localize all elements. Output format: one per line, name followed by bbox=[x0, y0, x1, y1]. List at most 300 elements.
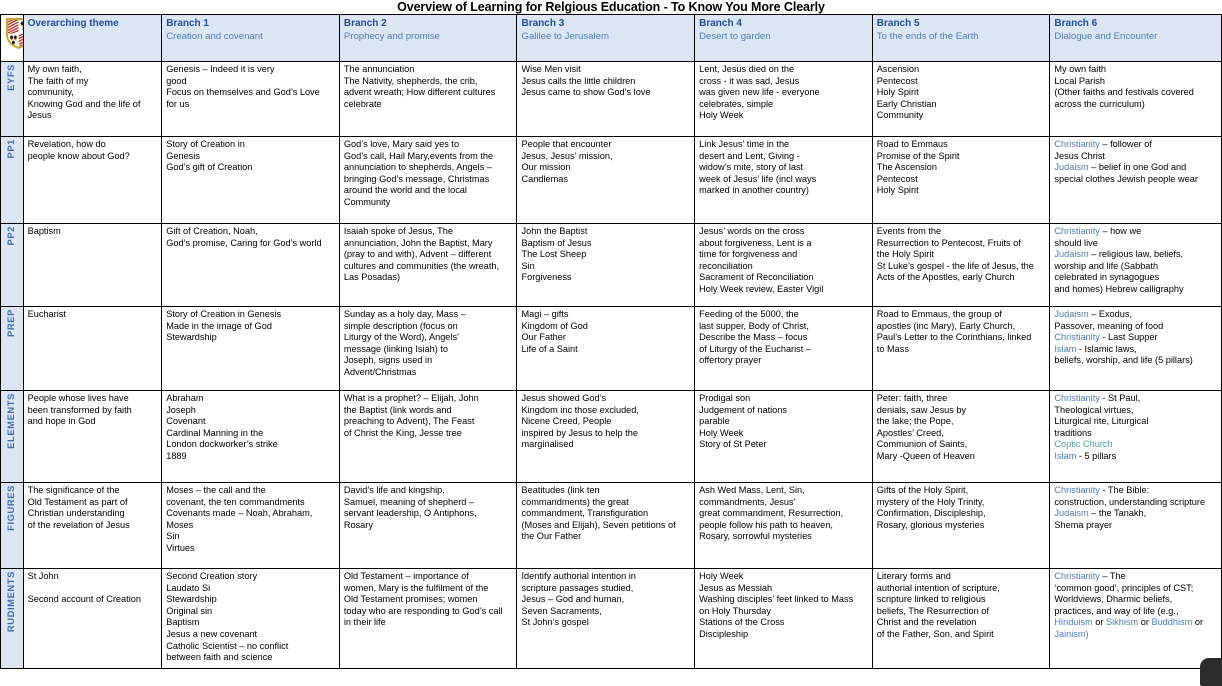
cell-line: Mary -Queen of Heaven bbox=[876, 450, 975, 461]
cell-line: What is a prophet? – Elijah, John bbox=[343, 393, 479, 403]
cell-line: Story of Creation in Genesis bbox=[166, 309, 282, 319]
religion-term: Buddhism bbox=[1151, 617, 1193, 628]
cell-line: Kingdom inc those excluded, bbox=[521, 404, 639, 415]
branch-5-title: Branch 5 bbox=[876, 18, 920, 29]
cell-line: Discipleship bbox=[699, 628, 749, 639]
cell-line bbox=[1054, 162, 1218, 174]
cell-line: denials, saw Jesus by bbox=[876, 404, 967, 415]
cell-text: celebrated in synagogues bbox=[1054, 272, 1160, 283]
cell-text: or bbox=[1092, 617, 1106, 628]
cell-line bbox=[1054, 416, 1218, 428]
cell-line bbox=[28, 583, 159, 595]
cell-branch-3 bbox=[517, 137, 695, 224]
cell-branch-2 bbox=[339, 483, 517, 569]
stage-label-pp2 bbox=[1, 224, 24, 307]
cell-line: The faith of my bbox=[27, 75, 89, 86]
cell-line: was given new life - everyone bbox=[699, 87, 820, 98]
stage-label-text: PP2 bbox=[5, 226, 16, 246]
cell-text: special clothes Jewish people wear bbox=[1054, 173, 1198, 184]
cell-text: should live bbox=[1054, 237, 1098, 248]
cell-line bbox=[1054, 238, 1218, 250]
cell-line: The Lost Sheep bbox=[521, 249, 587, 260]
cell-text: practices, and way of life (e.g., bbox=[1054, 605, 1179, 616]
table-row bbox=[1, 137, 1222, 224]
cell-branch-4 bbox=[695, 569, 873, 669]
cell-line: Stewardship bbox=[166, 594, 217, 605]
branch-1-title: Branch 1 bbox=[166, 18, 209, 29]
cell-line: Genesis bbox=[166, 150, 200, 161]
cell-line: Sunday as a holy day, Mass – bbox=[343, 309, 466, 319]
cell-line: Candlemas bbox=[521, 173, 568, 184]
cell-line: God’s call, Hail Mary,events from the bbox=[343, 150, 494, 161]
cell-branch-4 bbox=[695, 224, 873, 307]
branch-6-title: Branch 6 bbox=[1054, 18, 1098, 29]
cell-line bbox=[1054, 405, 1218, 417]
cell-text: across the curriculum) bbox=[1054, 98, 1145, 109]
cell-line: scripture linked to religious bbox=[876, 594, 986, 605]
cell-line: Jesus a new covenant bbox=[166, 628, 258, 639]
cell-line: The Nativity, shepherds, the crib, bbox=[343, 75, 478, 86]
cell-line: Communion of Saints, bbox=[876, 439, 968, 450]
cell-branch-6 bbox=[1050, 483, 1222, 569]
cell-text: – follower of bbox=[1099, 139, 1152, 149]
cell-overarching-theme bbox=[23, 483, 162, 569]
school-crest-icon bbox=[5, 17, 23, 49]
cell-line: Our Father bbox=[521, 332, 566, 343]
cell-line: week of Jesus’ life (incl ways bbox=[699, 173, 817, 184]
cell-line bbox=[1054, 451, 1218, 463]
table-body bbox=[1, 62, 1222, 669]
cell-line: Las Posadas) bbox=[343, 272, 401, 283]
cell-branch-5 bbox=[872, 483, 1050, 569]
religion-term: Sikhism bbox=[1105, 617, 1139, 628]
branch-6-subtitle: Dialogue and Encounter bbox=[1054, 31, 1158, 42]
cell-line: 1889 bbox=[166, 450, 187, 461]
cell-line: beliefs, The Resurrection of bbox=[876, 605, 989, 616]
religion-term: Judaism bbox=[1054, 508, 1089, 519]
cell-line: My own faith, bbox=[27, 64, 82, 74]
cell-line: God’s gift of Creation bbox=[166, 162, 253, 173]
religion-term: Christianity bbox=[1054, 485, 1100, 495]
cell-line: marked in another country) bbox=[699, 185, 809, 196]
cell-line: Gift of Creation, Noah, bbox=[166, 226, 258, 236]
cell-line: of the Father, Son, and Spirit bbox=[876, 628, 994, 639]
cell-line: Made in the image of God bbox=[166, 320, 272, 331]
cell-line: offertory prayer bbox=[699, 355, 762, 366]
cell-line: around the world and the local bbox=[343, 185, 467, 196]
cell-line: St John’s gospel bbox=[521, 617, 589, 628]
header-branch-5 bbox=[872, 15, 1050, 62]
cell-text: – belief in one God and bbox=[1088, 162, 1187, 173]
cell-line: to Mass bbox=[876, 343, 909, 354]
religion-term: Christianity bbox=[1054, 139, 1100, 149]
cell-line bbox=[1054, 520, 1218, 532]
cell-text: - 5 pillars bbox=[1076, 450, 1117, 461]
cell-line: Link Jesus’ time in the bbox=[699, 139, 790, 149]
cell-line: John the Baptist bbox=[521, 226, 588, 236]
cell-line: Isaiah spoke of Jesus, The bbox=[343, 226, 453, 236]
cell-line bbox=[1054, 87, 1218, 99]
cell-line: David’s life and kingship, bbox=[343, 485, 445, 495]
cell-line: scripture passages studied, bbox=[521, 582, 634, 593]
cell-line: mystery of the Holy Trinity, bbox=[876, 496, 985, 507]
cell-line: Focus on themselves and God’s Love bbox=[166, 87, 320, 98]
cell-overarching-theme bbox=[23, 62, 162, 137]
cell-line: Resurrection to Pentecost, Fruits of bbox=[876, 237, 1021, 248]
cell-line bbox=[1054, 76, 1218, 88]
cell-line: Genesis – Indeed it is very bbox=[166, 64, 275, 74]
cell-branch-6 bbox=[1050, 307, 1222, 391]
cell-line: Covenant bbox=[166, 416, 206, 427]
cell-branch-5 bbox=[872, 391, 1050, 483]
cell-line: for us bbox=[166, 98, 190, 109]
stage-label-rudiments bbox=[1, 569, 24, 669]
cell-line: the Holy Spirit bbox=[876, 249, 934, 260]
cell-line: the lake; the Pope, bbox=[876, 416, 954, 427]
cell-branch-5 bbox=[872, 62, 1050, 137]
cell-line: in their life bbox=[343, 617, 386, 628]
header-branch-1 bbox=[162, 15, 340, 62]
cell-branch-4 bbox=[695, 62, 873, 137]
cell-line: Events from the bbox=[876, 226, 942, 236]
cell-line: Life of a Saint bbox=[521, 343, 578, 354]
cell-line: God’s promise, Caring for God’s world bbox=[166, 237, 322, 248]
cell-line: Feeding of the 5000, the bbox=[699, 309, 799, 319]
religion-term: Islam bbox=[1054, 450, 1077, 461]
cell-line: The significance of the bbox=[27, 485, 120, 495]
stage-label-text: RUDIMENTS bbox=[5, 571, 16, 633]
cell-line: St Luke’s gospel - the life of Jesus, the bbox=[876, 260, 1034, 271]
cell-line: Our mission bbox=[521, 162, 571, 173]
cell-line: and hope in God bbox=[27, 416, 96, 427]
page-title: Overview of Learning for Relgious Education - To Know You More Clearly bbox=[397, 0, 825, 14]
cell-line: People whose lives have bbox=[27, 393, 129, 403]
cell-text: Passover, meaning of food bbox=[1054, 320, 1164, 331]
cell-line: people follow his path to heaven, bbox=[699, 519, 833, 530]
cell-branch-3 bbox=[517, 391, 695, 483]
cell-line: Old Testament – importance of bbox=[343, 571, 469, 581]
cell-branch-1 bbox=[162, 569, 340, 669]
cell-line: Moses bbox=[166, 519, 194, 530]
religion-term: Judaism bbox=[1054, 162, 1089, 173]
cell-line: Jesus’ words on the cross bbox=[699, 226, 805, 236]
cell-line: inspired by Jesus to help the bbox=[521, 427, 638, 438]
cell-line bbox=[1054, 99, 1218, 111]
header-branch-2 bbox=[339, 15, 517, 62]
cell-line: of the revelation of Jesus bbox=[27, 519, 130, 530]
cell-line: Judgement of nations bbox=[699, 404, 787, 415]
cell-line bbox=[1054, 64, 1218, 76]
cell-line: Second account of Creation bbox=[27, 594, 141, 605]
cell-line: Jesus as Messiah bbox=[699, 582, 773, 593]
cell-branch-1 bbox=[162, 62, 340, 137]
cell-line: Gifts of the Holy Spirit, bbox=[876, 485, 969, 495]
table-row bbox=[1, 62, 1222, 137]
cell-line bbox=[1054, 355, 1218, 367]
cell-line: been transformed by faith bbox=[27, 404, 132, 415]
cell-line: Rosary, glorious mysteries bbox=[876, 519, 985, 530]
religion-term: Judaism bbox=[1054, 249, 1089, 260]
cell-branch-3 bbox=[517, 569, 695, 669]
cell-line: Holy Spirit bbox=[876, 185, 919, 196]
cell-line bbox=[1054, 174, 1218, 186]
header-theme-label: Overarching theme bbox=[27, 18, 119, 29]
cell-line: (pray to and with), Advent – different bbox=[343, 249, 492, 260]
cell-line: Advent/Christmas bbox=[343, 366, 417, 377]
cell-branch-5 bbox=[872, 137, 1050, 224]
cell-line: people know about God? bbox=[27, 150, 130, 161]
cell-line: covenant, the ten commandments bbox=[166, 496, 305, 507]
cell-line bbox=[1054, 309, 1218, 321]
cell-line: Pentecost bbox=[876, 173, 918, 184]
cell-line: the Baptist (link words and bbox=[343, 404, 452, 415]
cell-branch-4 bbox=[695, 483, 873, 569]
cell-line bbox=[1054, 485, 1218, 497]
cell-line: Catholic Scientist – no conflict bbox=[166, 640, 289, 651]
cell-line: Paul’s Letter to the Corinthians, linked bbox=[876, 332, 1032, 343]
cell-line bbox=[1054, 393, 1218, 405]
cell-line: advent wreath; How different cultures bbox=[343, 87, 496, 98]
cell-line: The annunciation bbox=[343, 64, 415, 74]
cell-text: – how we bbox=[1099, 226, 1142, 236]
cell-line: Baptism of Jesus bbox=[521, 237, 592, 248]
cell-branch-4 bbox=[695, 307, 873, 391]
cell-line bbox=[1054, 439, 1218, 451]
cell-line: celebrates, simple bbox=[699, 98, 774, 109]
cell-branch-4 bbox=[695, 137, 873, 224]
cell-text: – The bbox=[1099, 571, 1126, 581]
cell-line: Covenants made – Noah, Abraham, bbox=[166, 508, 313, 519]
cell-line: women, Mary is the fulfilment of the bbox=[343, 582, 489, 593]
branch-2-subtitle: Prophecy and promise bbox=[343, 31, 440, 42]
cell-line: Confirmation, Discipleship, bbox=[876, 508, 986, 519]
stage-label-eyfs bbox=[1, 62, 24, 137]
cell-branch-4 bbox=[695, 391, 873, 483]
cell-branch-3 bbox=[517, 62, 695, 137]
cell-line bbox=[1054, 249, 1218, 261]
cell-line: Cardinal Manning in the bbox=[166, 427, 264, 438]
religion-term: Judaism bbox=[1054, 309, 1089, 319]
cell-line: Jesus calls the little children bbox=[521, 75, 636, 86]
cell-line: Wise Men visit bbox=[521, 64, 581, 74]
cell-line: time for forgiveness and bbox=[699, 249, 798, 260]
cell-line: message (linking Isiah) to bbox=[343, 343, 449, 354]
cell-line: Stations of the Cross bbox=[699, 617, 785, 628]
cell-branch-1 bbox=[162, 483, 340, 569]
table-row bbox=[1, 391, 1222, 483]
cell-line: desert and Lent, Giving - bbox=[699, 150, 800, 161]
cell-branch-6 bbox=[1050, 137, 1222, 224]
cell-text: Theological virtues, bbox=[1054, 404, 1134, 415]
cell-line: Story of Creation in bbox=[166, 139, 245, 149]
cell-overarching-theme bbox=[23, 391, 162, 483]
screen-corner-artifact bbox=[1200, 658, 1222, 686]
cell-branch-2 bbox=[339, 137, 517, 224]
cell-overarching-theme bbox=[23, 569, 162, 669]
religion-term: Islam bbox=[1054, 343, 1077, 354]
cell-line: Joseph bbox=[166, 404, 196, 415]
cell-text: My own faith bbox=[1054, 64, 1106, 74]
cell-text: worship and life (Sabbath bbox=[1054, 260, 1159, 271]
cell-line: servant leadership, O Antiphons, bbox=[343, 508, 477, 519]
branch-4-subtitle: Desert to garden bbox=[699, 31, 771, 42]
religion-term: Coptic Church bbox=[1054, 439, 1113, 450]
cell-line: preaching to Advent), The Feast bbox=[343, 416, 475, 427]
cell-line: between faith and science bbox=[166, 652, 273, 663]
cell-line: Magi – gifts bbox=[521, 309, 569, 319]
cell-line: reconciliation bbox=[699, 260, 753, 271]
cell-line: marginalised bbox=[521, 439, 574, 450]
cell-line: Original sin bbox=[166, 605, 213, 616]
cell-line: Road to Emmaus bbox=[876, 139, 948, 149]
cell-line: commandments, Jesus’ bbox=[699, 496, 796, 507]
cell-line: Beatitudes (link ten bbox=[521, 485, 600, 495]
cell-line: Road to Emmaus, the group of bbox=[876, 309, 1002, 319]
cell-text: beliefs, worship, and life (5 pillars) bbox=[1054, 355, 1193, 366]
cell-line bbox=[1054, 606, 1218, 618]
header-overarching-theme bbox=[23, 15, 162, 62]
cell-text: or bbox=[1138, 617, 1152, 628]
table-row bbox=[1, 224, 1222, 307]
cell-line bbox=[1054, 508, 1218, 520]
cell-line bbox=[1054, 272, 1218, 284]
cell-line: commandments) the great bbox=[521, 496, 629, 507]
cell-line: Community bbox=[343, 196, 391, 207]
stage-label-figures bbox=[1, 483, 24, 569]
cell-line bbox=[1054, 571, 1218, 583]
cell-line: good bbox=[166, 75, 187, 86]
cell-text: traditions bbox=[1054, 427, 1092, 438]
cell-line: Forgiveness bbox=[521, 272, 572, 283]
cell-line: Describe the Mass – focus bbox=[699, 332, 808, 343]
cell-line: Jesus bbox=[27, 110, 52, 121]
cell-branch-2 bbox=[339, 307, 517, 391]
cell-line: Old Testament promises; women bbox=[343, 594, 478, 605]
cell-branch-2 bbox=[339, 391, 517, 483]
cell-line: apostles (inc Mary), Early Church, bbox=[876, 320, 1016, 331]
cell-branch-1 bbox=[162, 391, 340, 483]
cell-line: parable bbox=[699, 416, 730, 427]
branch-3-subtitle: Galilee to Jerusalem bbox=[521, 31, 609, 42]
cell-line bbox=[1054, 594, 1218, 606]
branch-4-title: Branch 4 bbox=[699, 18, 742, 29]
cell-line: Revelation, how do bbox=[27, 139, 106, 149]
cell-line: Acts of the Apostles, early Church bbox=[876, 272, 1015, 283]
cell-line: of Christ the King, Jesse tree bbox=[343, 427, 462, 438]
stage-label-text: PREP bbox=[5, 309, 16, 337]
religion-term: Hinduism bbox=[1054, 617, 1093, 628]
cell-line: Holy Spirit bbox=[876, 87, 919, 98]
cell-line: Washing disciples’ feet linked to Mass bbox=[699, 594, 854, 605]
cell-line: Stewardship bbox=[166, 332, 217, 343]
cell-line: Ascension bbox=[876, 64, 920, 74]
cell-line: commandment, Transfiguration bbox=[521, 508, 649, 519]
religion-term: Christianity bbox=[1054, 226, 1100, 236]
cell-line bbox=[1054, 139, 1218, 151]
header-branch-6 bbox=[1050, 15, 1222, 62]
cell-text: (Other faiths and festivals covered bbox=[1054, 87, 1194, 98]
cell-line: Nicene Creed, People bbox=[521, 416, 612, 427]
cell-line: Prodigal son bbox=[699, 393, 751, 403]
cell-overarching-theme bbox=[23, 224, 162, 307]
cell-line: Holy Week bbox=[699, 427, 744, 438]
stage-label-pp1 bbox=[1, 137, 24, 224]
cell-line: People that encounter bbox=[521, 139, 612, 149]
cell-text: Jesus Christ bbox=[1054, 150, 1105, 161]
cell-branch-6 bbox=[1050, 569, 1222, 669]
cell-text: Local Parish bbox=[1054, 75, 1105, 86]
cell-text: – religious law, beliefs, bbox=[1088, 249, 1184, 260]
cell-line: Community bbox=[876, 110, 924, 121]
cell-line: Knowing God and the life of bbox=[27, 98, 141, 109]
cell-line: about forgiveness, Lent is a bbox=[699, 237, 812, 248]
cell-text: - Last Supper bbox=[1099, 332, 1158, 343]
cell-line: the Our Father bbox=[521, 531, 582, 542]
stage-label-text: EYFS bbox=[5, 64, 16, 91]
cell-line bbox=[1054, 344, 1218, 356]
cell-line: Abraham bbox=[166, 393, 204, 403]
cell-line bbox=[1054, 226, 1218, 238]
cell-branch-5 bbox=[872, 569, 1050, 669]
cell-branch-6 bbox=[1050, 62, 1222, 137]
religion-term: Christianity bbox=[1054, 393, 1100, 403]
branch-3-title: Branch 3 bbox=[521, 18, 565, 29]
cell-line bbox=[1054, 261, 1218, 273]
cell-line: great commandment, Resurrection, bbox=[699, 508, 844, 519]
cell-line: today who are responding to God’s call bbox=[343, 605, 503, 616]
cell-line bbox=[1054, 284, 1218, 296]
cell-line: of Liturgy of the Eucharist – bbox=[699, 343, 811, 354]
header-row bbox=[1, 15, 1222, 62]
curriculum-overview-table bbox=[0, 14, 1222, 669]
cell-branch-5 bbox=[872, 307, 1050, 391]
religion-term: Christianity bbox=[1054, 332, 1100, 343]
cell-line: Ash Wed Mass, Lent, Sin, bbox=[699, 485, 805, 495]
cell-text: Shema prayer bbox=[1054, 519, 1113, 530]
cell-line: Virtues bbox=[166, 542, 195, 553]
cell-line: Jesus came to show God’s love bbox=[521, 87, 651, 98]
cell-line: Apostles’ Creed, bbox=[876, 427, 944, 438]
cell-line: celebrate bbox=[343, 98, 382, 109]
cell-text: or bbox=[1192, 617, 1204, 628]
cell-line: Identify authorial intention in bbox=[521, 571, 636, 581]
cell-line: authorial intention of scripture, bbox=[876, 582, 1000, 593]
cell-line: Pentecost bbox=[876, 75, 918, 86]
branch-1-subtitle: Creation and covenant bbox=[166, 31, 263, 42]
cell-line: simple description (focus on bbox=[343, 320, 458, 331]
cell-line: Samuel, meaning of shepherd – bbox=[343, 496, 475, 507]
cell-line: London dockworker’s strike bbox=[166, 439, 278, 450]
cell-line: cross - it was sad, Jesus bbox=[699, 75, 800, 86]
religion-term: Christianity bbox=[1054, 571, 1100, 581]
cell-line: Christian understanding bbox=[27, 508, 125, 519]
religion-term: Jainism) bbox=[1054, 628, 1089, 639]
cell-line: Liturgy of the Word), Angels’ bbox=[343, 332, 460, 343]
table-row bbox=[1, 483, 1222, 569]
cell-line: Baptism bbox=[27, 226, 61, 236]
cell-line: Jesus showed God’s bbox=[521, 393, 607, 403]
header-branch-3 bbox=[517, 15, 695, 62]
cell-line: Jesus, Jesus’ mission, bbox=[521, 150, 613, 161]
cell-line: Sin bbox=[521, 260, 535, 271]
table-header bbox=[1, 15, 1222, 62]
cell-line: Moses – the call and the bbox=[166, 485, 266, 495]
cell-line: Holy Week bbox=[699, 571, 744, 581]
cell-line: Holy Week review, Easter Vigil bbox=[699, 283, 824, 294]
stage-label-text: ELEMENTS bbox=[5, 393, 16, 449]
cell-line: Baptism bbox=[166, 617, 200, 628]
cell-line: annunciation, John the Baptist, Mary bbox=[343, 237, 493, 248]
